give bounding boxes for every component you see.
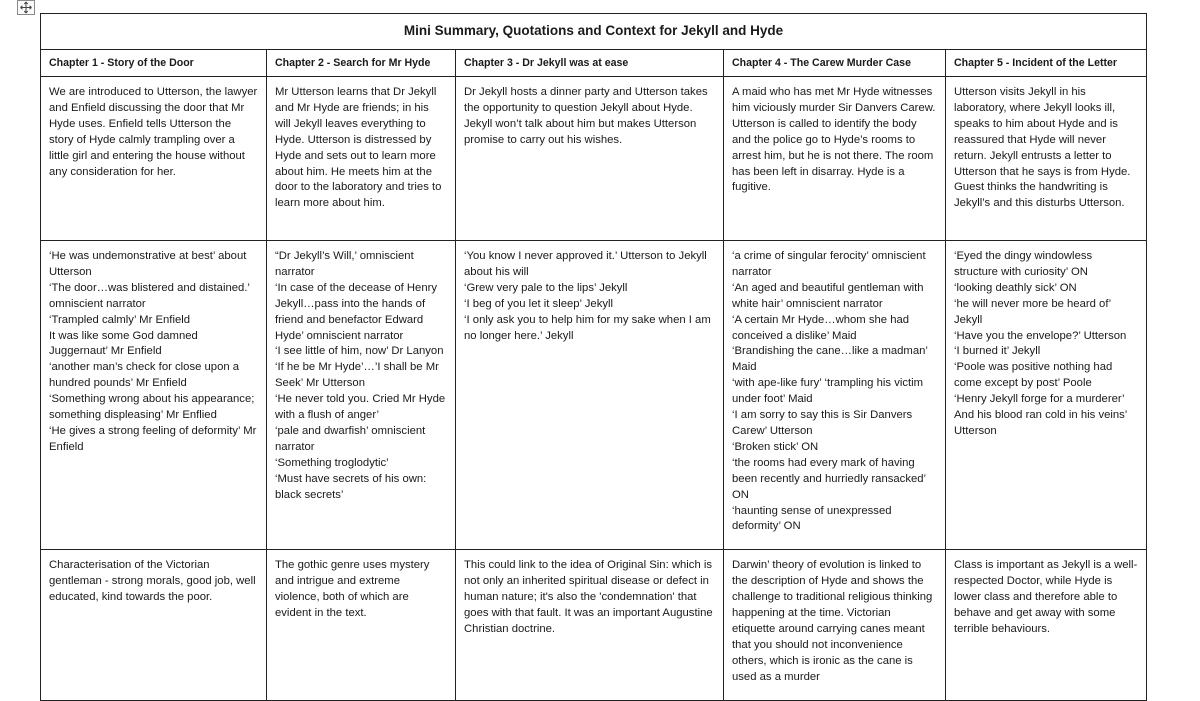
- column-header-chapter-1[interactable]: Chapter 1 - Story of the Door: [41, 50, 267, 77]
- quote-line: ‘he will never more be heard of’ Jekyll: [954, 297, 1111, 326]
- move-arrows-icon: [18, 1, 34, 14]
- table-move-handle[interactable]: [17, 0, 35, 15]
- quote-line: ‘another man’s check for close upon a hundred pounds’ Mr Enfield: [49, 361, 240, 390]
- quote-line: ‘He never told you. Cried Mr Hyde with a flush of anger’: [275, 393, 446, 422]
- quote-line: ‘I burned it’ Jekyll: [954, 345, 1041, 358]
- quote-line: ‘You know I never approved it.’ Utterson to Jekyll about his will: [464, 250, 707, 278]
- summary-cell-chapter-5[interactable]: Utterson visits Jekyll in his laboratory, where Jekyll looks ill, speaks to him about Hyde and is reassured that Hyde will never return. Jekyll entrusts a letter to Utterson that he says is from Hyde. Guest thinks the handwriting is Jekyll’s and this disturbs Utterson.: [946, 77, 1147, 241]
- quote-line: ‘Something wrong about his appearance; something displeasing’ Mr Enflied: [49, 393, 255, 422]
- quote-line: It was like some God damned Juggernaut’ Mr Enfield: [49, 329, 198, 358]
- context-cell-chapter-1[interactable]: Characterisation of the Victorian gentleman - strong morals, good job, well educated, kind towards the poor.: [41, 550, 267, 700]
- quote-line: ‘Have you the envelope?’ Utterson: [954, 329, 1127, 342]
- quote-line: “Dr Jekyll’s Will,’ omniscient narrator: [275, 250, 414, 278]
- quote-line: ‘I am sorry to say this is Sir Danvers Carew’ Utterson: [732, 409, 913, 437]
- quote-line: ‘Grew very pale to the lips’ Jekyll: [464, 281, 628, 294]
- quote-line: ‘I beg of you let it sleep’ Jekyll: [464, 297, 614, 310]
- title-row: [41, 14, 1147, 50]
- quote-line: ‘In case of the decease of Henry Jekyll…pass into the hands of friend and benefactor Edward Hyde’ omniscient narrator: [275, 281, 438, 342]
- quote-line: ‘Broken stick’ ON: [732, 440, 819, 453]
- summary-row: [41, 77, 1147, 241]
- summary-table: [40, 13, 1147, 701]
- quote-line: ‘He was undemonstrative at best’ about Utterson: [49, 250, 247, 278]
- quote-line: ‘Poole was positive nothing had come except by post’ Poole: [954, 361, 1113, 390]
- quote-line: ‘Brandishing the cane…like a madman’ Maid: [732, 345, 928, 374]
- quotes-cell-chapter-5[interactable]: [946, 241, 1147, 550]
- quote-line: ‘An aged and beautiful gentleman with white hair’ omniscient narrator: [732, 281, 924, 310]
- quote-line: ‘a crime of singular ferocity’ omniscient narrator: [732, 250, 926, 278]
- quotes-cell-chapter-1[interactable]: [41, 241, 267, 550]
- quote-line: ‘Must have secrets of his own: black secrets’: [275, 472, 427, 501]
- quote-line: ‘I see little of him, now’ Dr Lanyon: [275, 345, 444, 358]
- quote-line: ‘The door…was blistered and distained.’ omniscient narrator: [49, 281, 250, 310]
- quote-line: ‘I only ask you to help him for my sake when I am no longer here.’ Jekyll: [464, 313, 711, 342]
- quote-line: ‘pale and dwarfish’ omniscient narrator: [275, 424, 426, 453]
- context-row: [41, 550, 1147, 700]
- document-title[interactable]: Mini Summary, Quotations and Context for Jekyll and Hyde: [41, 14, 1147, 50]
- summary-cell-chapter-2[interactable]: Mr Utterson learns that Dr Jekyll and Mr Hyde are friends; in his will Jekyll leaves everything to Hyde. Utterson is distressed by Hyde and sets out to learn more about him. He meets him at the door to the laboratory and tries to learn more about him.: [267, 77, 456, 241]
- quote-line: ‘the rooms had every mark of having been recently and hurriedly ransacked’ ON: [732, 456, 926, 501]
- quote-line: ‘A certain Mr Hyde…whom she had conceived a dislike’ Maid: [732, 313, 910, 342]
- context-cell-chapter-2[interactable]: The gothic genre uses mystery and intrigue and extreme violence, both of which are evident in the text.: [267, 550, 456, 700]
- column-header-chapter-3[interactable]: Chapter 3 - Dr Jekyll was at ease: [456, 50, 724, 77]
- column-header-chapter-5[interactable]: Chapter 5 - Incident of the Letter: [946, 50, 1147, 77]
- summary-cell-chapter-4[interactable]: A maid who has met Mr Hyde witnesses him viciously murder Sir Danvers Carew. Utterson is called to identify the body and the police go to Hyde’s rooms to arrest him, but he is not there. The room has been left in disarray. Hyde is a fugitive.: [724, 77, 946, 241]
- summary-cell-chapter-3[interactable]: Dr Jekyll hosts a dinner party and Utterson takes the opportunity to question Jekyll about Hyde. Jekyll won’t talk about him but makes Utterson promise to carry out his wishes.: [456, 77, 724, 241]
- quote-line: ‘Eyed the dingy windowless structure with curiosity’ ON: [954, 250, 1093, 278]
- column-header-chapter-4[interactable]: Chapter 4 - The Carew Murder Case: [724, 50, 946, 77]
- quote-line: ‘He gives a strong feeling of deformity’ Mr Enfield: [49, 424, 257, 453]
- context-cell-chapter-5[interactable]: Class is important as Jekyll is a well-respected Doctor, while Hyde is lower class and therefore able to behave and get away with some terrible behaviours.: [946, 550, 1147, 700]
- quotes-cell-chapter-4[interactable]: [724, 241, 946, 550]
- context-cell-chapter-4[interactable]: Darwin’ theory of evolution is linked to the description of Hyde and shows the challenge to traditional religious thinking happening at the time. Victorian etiquette around carrying canes meant that you should not inconvenience others, which is ironic as the cane is used as a murder: [724, 550, 946, 700]
- quotes-cell-chapter-2[interactable]: [267, 241, 456, 550]
- summary-cell-chapter-1[interactable]: We are introduced to Utterson, the lawyer and Enfield discussing the door that Mr Hyde uses. Enfield tells Utterson the story of Hyde calmly trampling over a little girl and entering the house without any consideration for her.: [41, 77, 267, 241]
- quote-line: ‘Something troglodytic’: [275, 456, 389, 469]
- header-row: [41, 50, 1147, 77]
- quotes-cell-chapter-3[interactable]: [456, 241, 724, 550]
- quote-line: ‘Henry Jekyll forge for a murderer’ And his blood ran cold in his veins’ Utterson: [954, 393, 1127, 437]
- quote-line: ‘with ape-like fury’ ‘trampling his victim under foot’ Maid: [732, 377, 924, 406]
- quote-line: ‘haunting sense of unexpressed deformity’ ON: [732, 504, 892, 533]
- quote-line: ‘looking deathly sick’ ON: [954, 281, 1077, 294]
- quotations-row: [41, 241, 1147, 550]
- quote-line: ‘Trampled calmly’ Mr Enfield: [49, 313, 191, 326]
- context-cell-chapter-3[interactable]: This could link to the idea of Original Sin: which is not only an inherited spiritual disease or defect in human nature; it's also the 'condemnation' that goes with that fault. It was an important Augustine Christian doctrine.: [456, 550, 724, 700]
- column-header-chapter-2[interactable]: Chapter 2 - Search for Mr Hyde: [267, 50, 456, 77]
- quote-line: ‘If he be Mr Hyde’…’I shall be Mr Seek’ Mr Utterson: [275, 361, 439, 390]
